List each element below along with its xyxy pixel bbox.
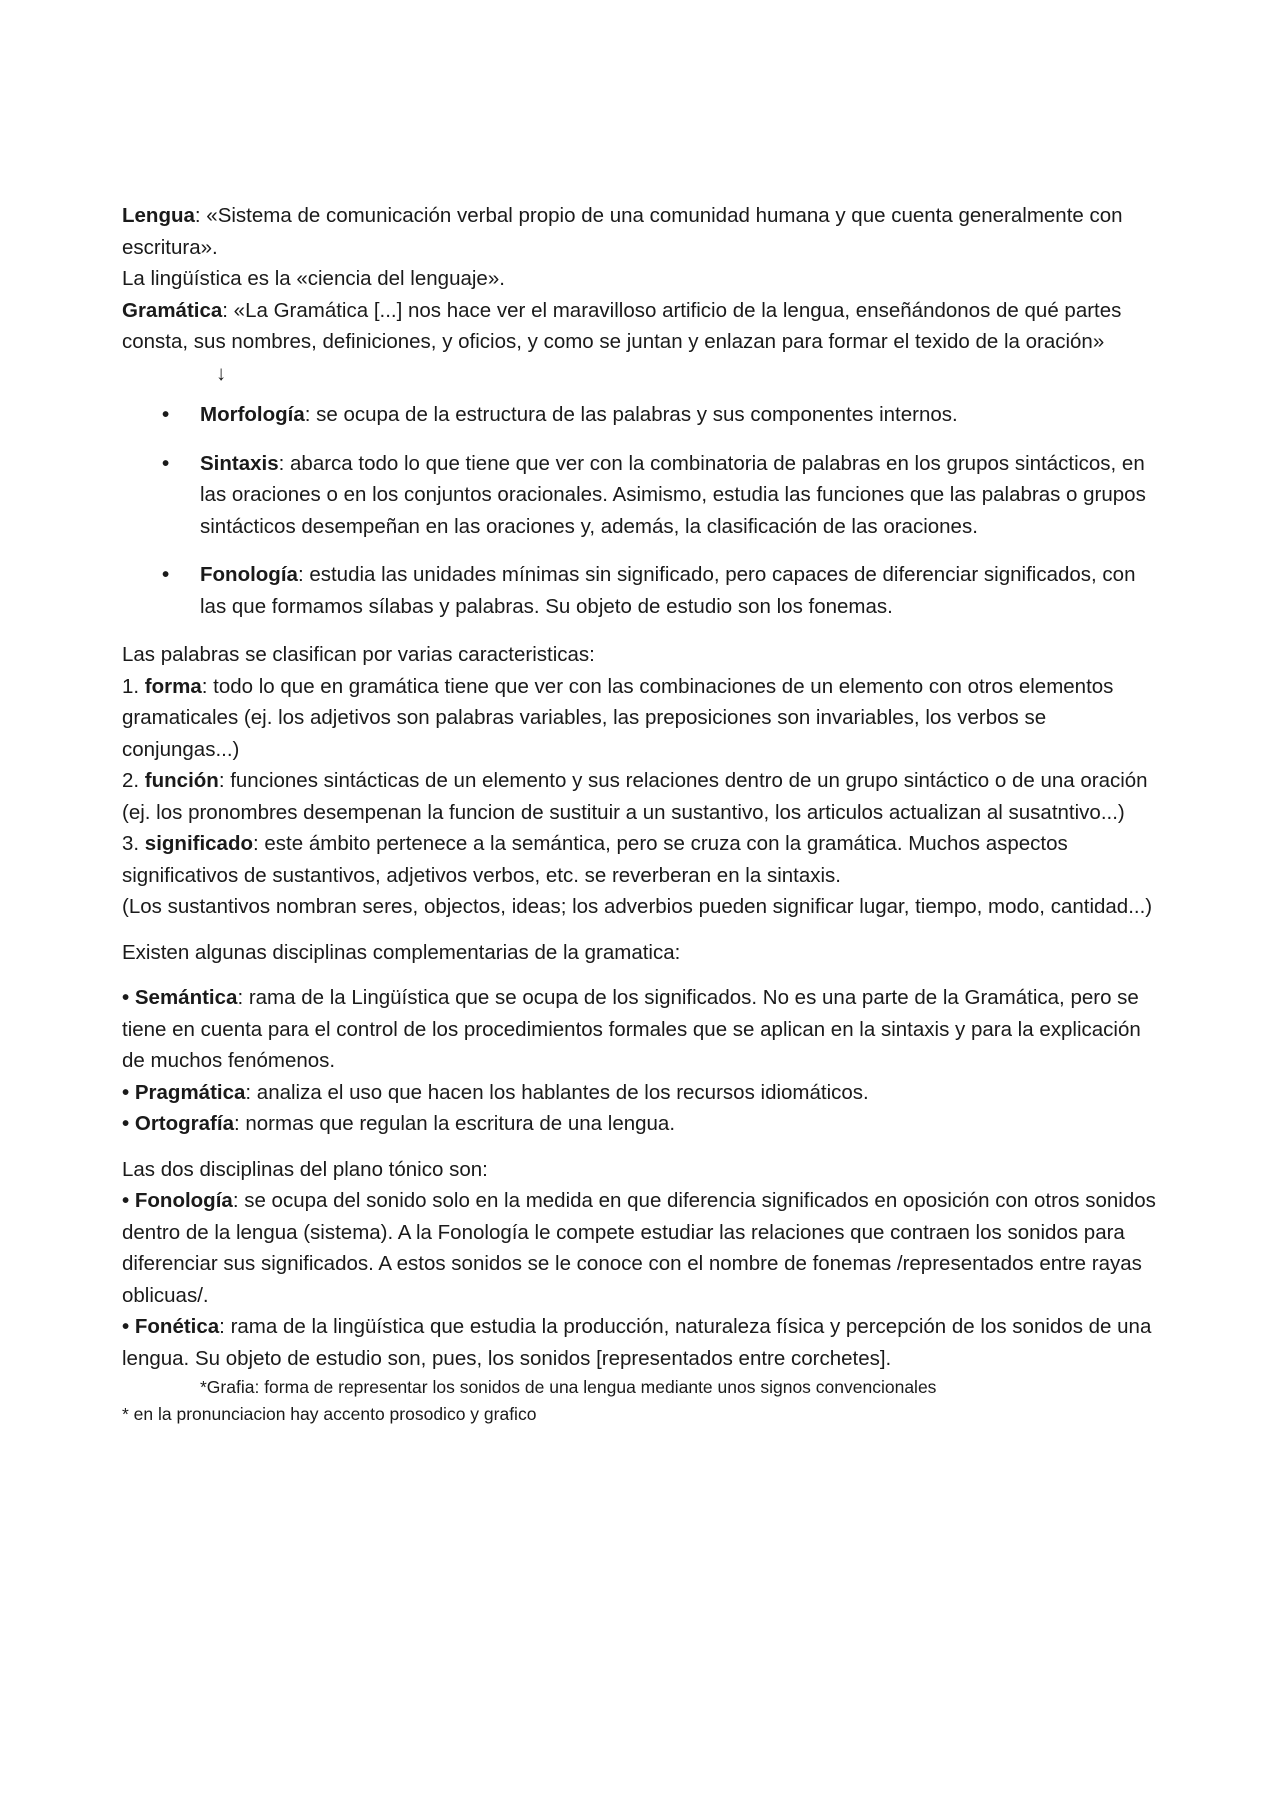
section-heading: Las dos disciplinas del plano tónico son: bbox=[122, 1157, 488, 1181]
list-item: 1. forma: todo lo que en gramática tiene que ver con las combinaciones de un elemento con otros elementos gramaticales (ej. los adjetivos son palabras variables, las preposiciones son invariables, los verbos se conjungas...) bbox=[122, 674, 1114, 761]
list-item: • Ortografía: normas que regulan la escritura de una lengua. bbox=[122, 1112, 676, 1135]
list-item: • Fonética: rama de la lingüística que estudia la producción, naturaleza física y percepción de los sonidos de una lengua. Su objeto de estudio son, pues, los sonidos [representados entre corchetes]. bbox=[122, 1315, 1152, 1370]
lengua-term: Lengua bbox=[122, 204, 195, 227]
list-item: • Sintaxis: abarca todo lo que tiene que ver con la combinatoria de palabras en los grupos sintácticos, en las oraciones o en los conjuntos oracionales. Asimismo, estudia las funciones que las palabras o grupos sintácticos desempeñan en las oraciones y, además, la clasificación de las oraciones. bbox=[122, 448, 1162, 543]
gramatica-definition: Gramática: «La Gramática [...] nos hace ver el maravilloso artificio de la lengua, enseñándonos de qué partes consta, sus nombres, definiciones, y oficios, y como se juntan y enlazan para formar el texido de la oración» bbox=[122, 298, 1122, 353]
section-heading: Existen algunas disciplinas complementarias de la gramatica: bbox=[122, 940, 681, 964]
complementarias-section bbox=[122, 982, 1162, 1140]
list-item: • Fonología: se ocupa del sonido solo en la medida en que diferencia significados en oposición con otros sonidos dentro de la lengua (sistema). A la Fonología le compete estudiar las relaciones que contraen los sonidos para diferenciar sus significados. A estos sonidos se le conoce con el nombre de fonemas /representados entre rayas oblicuas/. bbox=[122, 1189, 1156, 1307]
bullet: • bbox=[162, 403, 170, 426]
lengua-definition: Lengua: «Sistema de comunicación verbal propio de una comunidad humana y que cuenta generalmente con escritura». bbox=[122, 204, 1123, 259]
tonico-section bbox=[122, 1154, 1162, 1375]
gramatica-term: Gramática bbox=[122, 298, 223, 322]
list-item: • Morfología: se ocupa de la estructura de las palabras y sus componentes internos. bbox=[122, 399, 1162, 431]
section-heading: Las palabras se clasifican por varias caracteristicas: bbox=[122, 643, 595, 666]
clasificacion-section bbox=[122, 639, 1162, 923]
list-item: 2. función: funciones sintácticas de un elemento y sus relaciones dentro de un grupo sintáctico o de una oración (ej. los pronombres desempenan la funcion de sustituir a un sustantivo, los articulos actualizan al susatntivo...) bbox=[122, 769, 1148, 824]
acento-note: * en la pronunciacion hay accento prosodico y grafico bbox=[122, 1404, 537, 1424]
clasificacion-note: (Los sustantivos nombran seres, objectos, ideas; los adverbios pueden significar lugar, tiempo, modo, cantidad...) bbox=[122, 895, 1153, 918]
list-item: • Fonología: estudia las unidades mínimas sin significado, pero capaces de diferenciar significados, con las que formamos sílabas y palabras. Su objeto de estudio son los fonemas. bbox=[122, 559, 1162, 622]
grafia-note: *Grafia: forma de representar los sonidos de una lengua mediante unos signos convencionales bbox=[200, 1377, 937, 1397]
list-item: 3. significado: este ámbito pertenece a la semántica, pero se cruza con la gramática. Muchos aspectos significativos de sustantivos, adjetivos verbos, etc. se reverberan en la sintaxis. bbox=[122, 832, 1068, 887]
grammar-branches-list bbox=[122, 399, 1162, 622]
down-arrow-icon: ↓ bbox=[216, 361, 227, 385]
linguistica-definition: La lingüística es la «ciencia del lenguaje». bbox=[122, 267, 505, 290]
list-item: • Pragmática: analiza el uso que hacen los hablantes de los recursos idiomáticos. bbox=[122, 1080, 869, 1104]
list-item: • Semántica: rama de la Lingüística que se ocupa de los significados. No es una parte de la Gramática, pero se tiene en cuenta para el control de los procedimientos formales que se aplican en la sintaxis y para la explicación de muchos fenómenos. bbox=[122, 986, 1141, 1072]
bullet: • bbox=[162, 451, 170, 475]
bullet: • bbox=[162, 563, 170, 586]
